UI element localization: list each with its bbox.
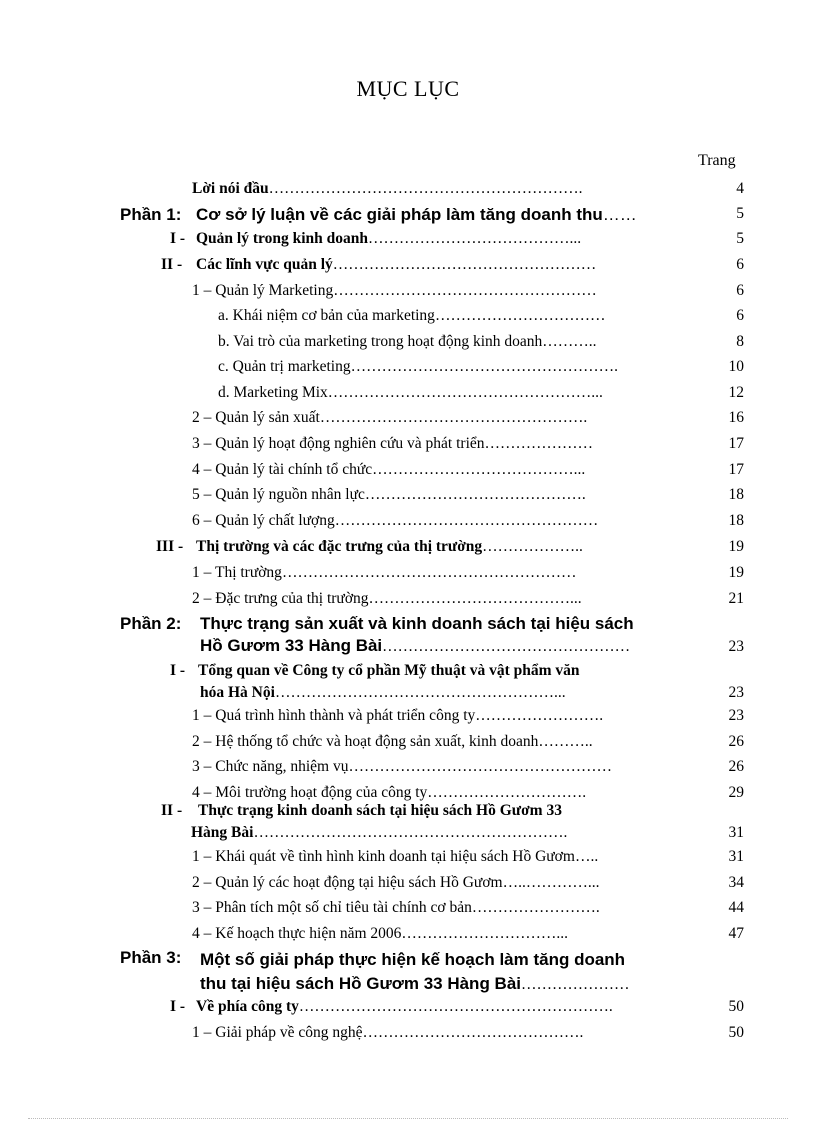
toc-entry-page: 12 (728, 384, 744, 401)
toc-entry-page: 17 (728, 435, 744, 452)
toc-entry-phan-1[interactable]: Phần 1: Cơ sở lý luận về các giải pháp làm tăng doanh thu…… 5 (120, 205, 744, 224)
toc-entry-text: a. Khái niệm cơ bản của marketing (218, 307, 435, 324)
toc-entry-section-2-2[interactable]: II - Thực trạng kinh doanh sách tại hiệu sách Hồ Gươm 33 Hàng Bài……………………………………………………. 31 (161, 802, 744, 841)
toc-part-label: Phần 3: (120, 948, 182, 967)
toc-entry-page: 19 (728, 564, 744, 581)
toc-entry-page: 4 (736, 180, 744, 197)
toc-entry-item[interactable]: 1 – Quản lý Marketing…………………………………………… 6 (192, 282, 744, 299)
toc-entry-text-line2: hóa Hà Nội (200, 684, 275, 701)
toc-entry-text: Quản lý trong kinh doanh (196, 230, 369, 247)
toc-entry-item[interactable]: 1 – Khái quát về tình hình kinh doanh tại hiệu sách Hồ Gươm….. 31 (192, 848, 744, 865)
toc-entry-item[interactable]: 1 – Thị trường………………………………………………… 19 (192, 564, 744, 581)
toc-entry-section-3-1[interactable]: I - Về phía công ty……………………………………………………. 50 (170, 998, 744, 1015)
toc-entry-subitem[interactable]: c. Quản trị marketing……………………………………………. 10 (218, 358, 744, 375)
toc-entry-phan-2[interactable]: Phần 2: Thực trạng sản xuất và kinh doanh sách tại hiệu sách Hồ Gươm 33 Hàng Bài………………………………………… 23 (120, 614, 744, 655)
toc-entry-page: 21 (728, 590, 744, 607)
toc-entry-page: 17 (728, 461, 744, 478)
toc-entry-text: Về phía công ty (196, 998, 299, 1015)
toc-entry-page: 5 (736, 230, 744, 247)
toc-entry-text: 2 – Đặc trưng của thị trường (192, 590, 369, 607)
toc-section-number: III - (156, 538, 184, 555)
toc-entry-text: 4 – Kế hoạch thực hiện năm 2006 (192, 925, 402, 942)
toc-entry-item[interactable]: 5 – Quản lý nguồn nhân lực……………………………………. 18 (192, 486, 744, 503)
toc-entry-text-line2: Hồ Gươm 33 Hàng Bài (200, 636, 383, 655)
toc-entry-text: 6 – Quản lý chất lượng (192, 512, 335, 529)
toc-entry-text: 5 – Quản lý nguồn nhân lực (192, 486, 365, 503)
toc-entry-page: 50 (728, 1024, 744, 1041)
toc-entry-page: 10 (728, 358, 744, 375)
toc-entry-text: 1 – Giải pháp về công nghệ (192, 1024, 363, 1041)
toc-entry-item[interactable]: 3 – Phân tích một số chỉ tiêu tài chính cơ bản……………………. 44 (192, 899, 744, 916)
toc-entry-text: Lời nói đầu (192, 180, 269, 197)
toc-entry-text: 1 – Khái quát về tình hình kinh doanh tại hiệu sách Hồ Gươm (192, 848, 575, 865)
toc-entry-page: 16 (728, 409, 744, 426)
toc-entry-item[interactable]: 4 – Môi trường hoạt động của công ty…………………………. 29 (192, 784, 744, 801)
toc-part-label: Phần 2: (120, 614, 182, 633)
page-bottom-divider (28, 1118, 788, 1119)
toc-entry-text: Thực trạng kinh doanh sách tại hiệu sách Hồ Gươm 33 (198, 802, 562, 819)
toc-entry-page: 44 (728, 899, 744, 916)
toc-section-number: II - (161, 256, 183, 273)
toc-part-label: Phần 1: (120, 205, 182, 224)
toc-entry-item[interactable]: 3 – Quản lý hoạt động nghiên cứu và phát triển………………… 17 (192, 435, 744, 452)
toc-entry-text: Các lĩnh vực quản lý (196, 256, 333, 273)
toc-entry-text: 4 – Quản lý tài chính tổ chức (192, 461, 373, 478)
toc-entry-item[interactable]: 2 – Hệ thống tổ chức và hoạt động sản xuất, kinh doanh……….. 26 (192, 733, 744, 750)
toc-entry-text: 4 – Môi trường hoạt động của công ty (192, 784, 428, 801)
toc-entry-page: 19 (728, 538, 744, 555)
toc-entry-text: 3 – Phân tích một số chỉ tiêu tài chính cơ bản (192, 899, 472, 916)
toc-entry-item[interactable]: 4 – Kế hoạch thực hiện năm 2006…………………………... 47 (192, 925, 744, 942)
toc-entry-page: 5 (736, 205, 744, 222)
toc-entry-section-1-2[interactable]: II - Các lĩnh vực quản lý…………………………………………… 6 (161, 256, 744, 273)
toc-entry-section-1-3[interactable]: III - Thị trường và các đặc trưng của thị trường……………….. 19 (156, 538, 744, 555)
toc-entry-page: 18 (728, 512, 744, 529)
toc-entry-text: 2 – Hệ thống tổ chức và hoạt động sản xuất, kinh doanh (192, 733, 539, 750)
toc-entry-text-line2: Hàng Bài (191, 824, 254, 841)
toc-entry-page: 26 (728, 758, 744, 775)
toc-entry-item[interactable]: 3 – Chức năng, nhiệm vụ…………………………………………… 26 (192, 758, 744, 775)
toc-entry-text: 2 – Quản lý sản xuất (192, 409, 320, 426)
toc-entry-subitem[interactable]: b. Vai trò của marketing trong hoạt động kinh doanh……….. 8 (218, 333, 744, 350)
toc-section-number: I - (170, 230, 186, 247)
toc-entry-item[interactable]: 2 – Quản lý sản xuất……………………………………………. 16 (192, 409, 744, 426)
toc-entry-loi-noi-dau[interactable]: Lời nói đầu……………………………………………………. 4 (192, 180, 744, 197)
toc-entry-item[interactable]: 6 – Quản lý chất lượng…………………………………………… 18 (192, 512, 744, 529)
page-title: MỤC LỤC (356, 76, 460, 101)
toc-entry-text: Thị trường và các đặc trưng của thị trường (196, 538, 483, 555)
toc-section-number: I - (170, 998, 186, 1015)
toc-entry-page: 29 (728, 784, 744, 801)
toc-entry-subitem[interactable]: d. Marketing Mix……………………………………………... 12 (218, 384, 744, 401)
toc-entry-text: d. Marketing Mix (218, 384, 328, 401)
toc-entry-page: 6 (736, 256, 744, 273)
toc-entry-item[interactable]: 1 – Quá trình hình thành và phát triển công ty……………………. 23 (192, 707, 744, 724)
toc-entry-page: 50 (728, 998, 744, 1015)
toc-entry-page: 31 (728, 848, 744, 865)
toc-entry-text: b. Vai trò của marketing trong hoạt động kinh doanh (218, 333, 543, 350)
toc-entry-page: 34 (728, 874, 744, 891)
toc-section-number: II - (161, 802, 183, 819)
toc-entry-page: 31 (728, 824, 744, 841)
toc-entry-text: Một số giải pháp thực hiện kế hoạch làm tăng doanh (200, 950, 626, 969)
toc-entry-page: 18 (728, 486, 744, 503)
toc-entry-item[interactable]: 2 – Đặc trưng của thị trường…………………………………... 21 (192, 590, 744, 607)
toc-entry-item[interactable]: 1 – Giải pháp về công nghệ……………………………………. 50 (192, 1024, 744, 1041)
toc-entry-text-line2: thu tại hiệu sách Hồ Gươm 33 Hàng Bài (200, 974, 522, 993)
toc-entry-page: 8 (736, 333, 744, 350)
toc-entry-text: 1 – Quá trình hình thành và phát triển công ty (192, 707, 476, 724)
toc-entry-page: 23 (728, 707, 744, 724)
toc-entry-page: 26 (728, 733, 744, 750)
toc-entry-phan-3[interactable]: Phần 3: Một số giải pháp thực hiện kế hoạch làm tăng doanh thu tại hiệu sách Hồ Gươm 33 Hàng Bài………………… (120, 948, 630, 993)
toc-entry-section-1-1[interactable]: I - Quản lý trong kinh doanh…………………………………... 5 (170, 230, 744, 247)
toc-section-number: I - (170, 662, 186, 679)
toc-entry-page: 47 (728, 925, 744, 942)
toc-entry-section-2-1[interactable]: I - Tổng quan về Công ty cổ phần Mỹ thuật và vật phẩm văn hóa Hà Nội………………………………………………... 23 (170, 662, 744, 701)
toc-entry-item[interactable]: 4 – Quản lý tài chính tổ chức…………………………………... 17 (192, 461, 744, 478)
toc-entry-text: Tổng quan về Công ty cổ phần Mỹ thuật và vật phẩm văn (198, 662, 580, 679)
toc-entry-page: 6 (736, 282, 744, 299)
toc-entry-text: 1 – Thị trường (192, 564, 282, 581)
toc-entry-page: 6 (736, 307, 744, 324)
toc-entry-subitem[interactable]: a. Khái niệm cơ bản của marketing…………………………… 6 (218, 307, 744, 324)
toc-entry-text: Thực trạng sản xuất và kinh doanh sách tại hiệu sách (200, 614, 634, 633)
toc-entry-text: 1 – Quản lý Marketing (192, 282, 334, 299)
toc-entry-text: 3 – Quản lý hoạt động nghiên cứu và phát triển (192, 435, 485, 452)
toc-entry-text: 2 – Quản lý các hoạt động tại hiệu sách Hồ Gươm (192, 874, 503, 891)
page-column-header: Trang (698, 152, 736, 169)
toc-entry-item[interactable]: 2 – Quản lý các hoạt động tại hiệu sách Hồ Gươm…..…………... 34 (192, 874, 744, 891)
toc-entry-text: c. Quản trị marketing (218, 358, 351, 375)
toc-entry-text: Cơ sở lý luận về các giải pháp làm tăng doanh thu (196, 205, 603, 224)
toc-entry-text: 3 – Chức năng, nhiệm vụ (192, 758, 349, 775)
toc-entry-page: 23 (728, 638, 744, 655)
toc-entry-page: 23 (728, 684, 744, 701)
